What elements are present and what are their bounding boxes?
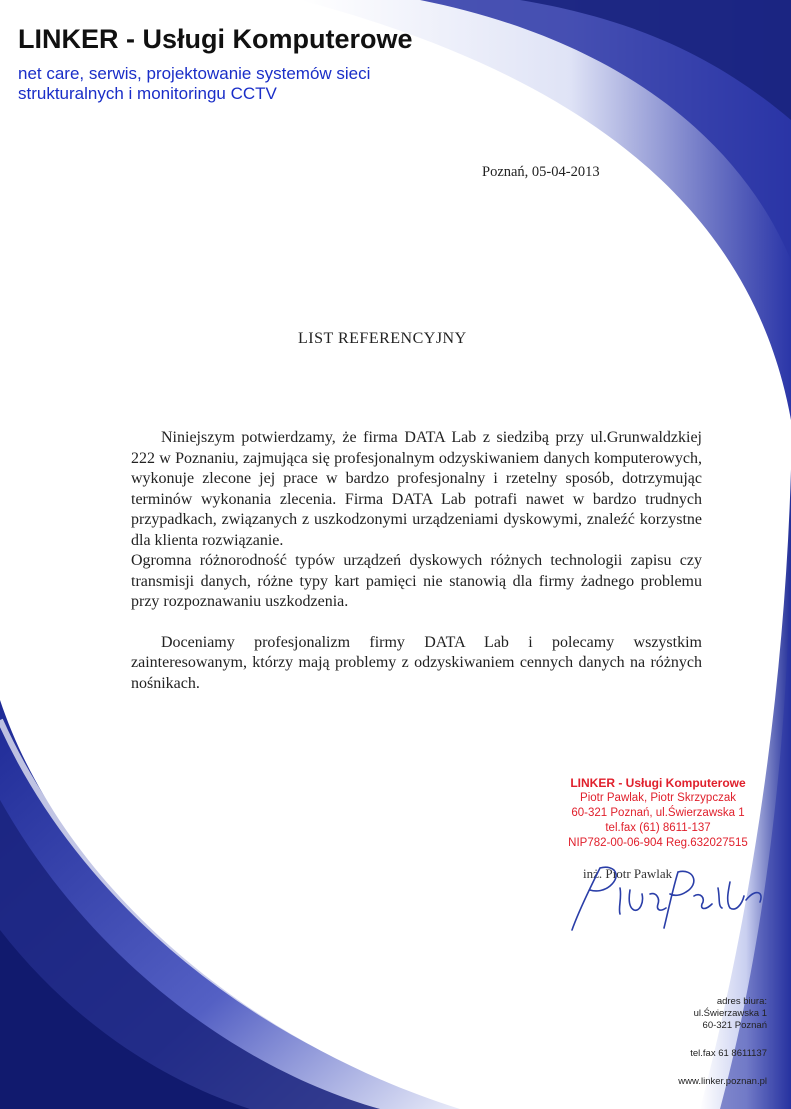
company-tagline: net care, serwis, projektowanie systemów sieci strukturalnych i monitoringu CCTV (18, 64, 371, 103)
body-paragraph-1: Niniejszym potwierdzamy, że firma DATA Lab z siedzibą przy ul.Grunwaldzkiej 222 w Poznaniu, zajmująca się profesjonalnym odzyskiwaniem danych komputerowych, wykonuje zlecone jej prace w bardzo profesjonalny i rzetelny sposób, dotrzymując terminów wykonania zlecenia. Firma DATA Lab potrafi nawet w bardzo trudnych przypadkach, związanych z uszkodzonymi urządzeniami dyskowymi, znaleźć korzystne dla klienta rozwiązanie. (131, 429, 702, 549)
body-paragraph-2: Ogromna różnorodność typów urządzeń dyskowych różnych technologii zapisu czy transmisji danych, różne typy kart pamięci nie stanowią dla firmy żadnego problemu przy rozpoznawaniu uszkodzenia. (131, 552, 702, 610)
office-address-footer (567, 996, 767, 1088)
footer-address-label: adres biura: (716, 996, 767, 1007)
stamp-line-phone: tel.fax (61) 8611-137 (605, 822, 711, 834)
footer-phone: tel.fax 61 8611137 (690, 1048, 767, 1059)
footer-website-link[interactable]: www.linker.poznan.pl (678, 1076, 767, 1087)
signer-name: inż. Piotr Pawlak (583, 866, 673, 881)
handwritten-signature (560, 858, 780, 938)
stamp-line-company: LINKER - Usługi Komputerowe (570, 776, 746, 790)
stamp-line-owners: Piotr Pawlak, Piotr Skrzypczak (580, 792, 736, 804)
footer-city: 60-321 Poznań (702, 1020, 767, 1031)
letter-body (131, 428, 702, 694)
footer-street: ul.Świerzawska 1 (693, 1008, 767, 1019)
body-paragraph-3: Doceniamy profesjonalizm firmy DATA Lab i polecamy wszystkim zainteresowanym, którzy mają problemy z odzyskiwaniem cennych danych na różnych nośnikach. (131, 633, 702, 692)
company-name: LINKER - Usługi Komputerowe (18, 24, 413, 54)
document-title: LIST REFERENCYJNY (298, 330, 467, 347)
company-stamp (538, 776, 778, 851)
stamp-line-address: 60-321 Poznań, ul.Świerzawska 1 (571, 807, 745, 819)
stamp-line-registration: NIP782-00-06-904 Reg.632027515 (568, 837, 748, 849)
letter-date: Poznań, 05-04-2013 (482, 164, 600, 180)
